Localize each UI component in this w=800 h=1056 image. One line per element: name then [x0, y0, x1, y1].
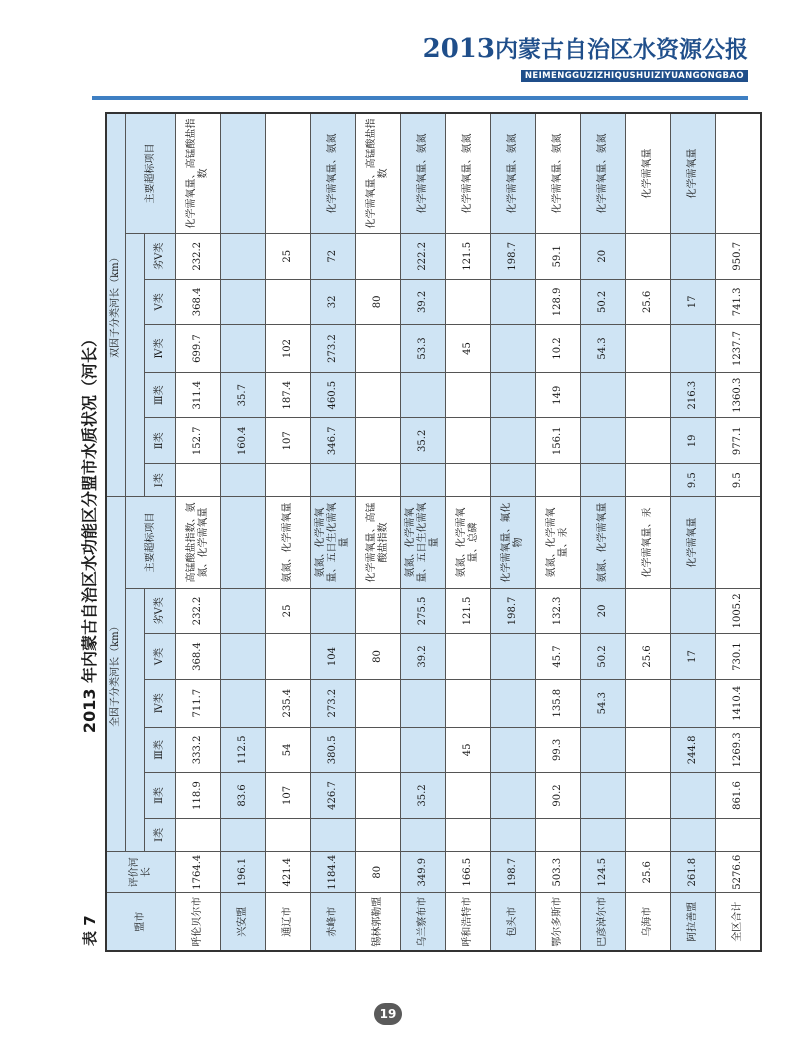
dual-factor-class-cell: 25.6 [626, 279, 671, 325]
all-factor-class-cell: 135.8 [536, 679, 581, 727]
table-row [221, 113, 266, 951]
all-factor-class-cell: 1410.4 [716, 679, 761, 727]
region-cell: 包头市 [491, 893, 536, 951]
all-factor-class-cell [356, 588, 401, 634]
region-cell: 乌兰察布市 [401, 893, 446, 951]
table-row [311, 113, 356, 951]
eval-length-cell: 198.7 [491, 851, 536, 892]
all-factor-class-cell: 35.2 [401, 773, 446, 819]
all-factor-exceed-cell: 氨氮、化学需氧量、汞 [536, 497, 581, 588]
region-cell: 通辽市 [266, 893, 311, 951]
table-row [716, 113, 761, 951]
table-row [356, 113, 401, 951]
dual-factor-class-cell: 187.4 [266, 372, 311, 418]
dual-factor-class-cell: 977.1 [716, 418, 761, 464]
all-factor-class-cell [626, 679, 671, 727]
dual-factor-class-cell: 9.5 [716, 464, 761, 497]
dual-factor-class-cell [671, 325, 716, 373]
all-factor-class-cell [401, 818, 446, 851]
all-factor-class-cell: 80 [356, 634, 401, 680]
dual-factor-class-cell [671, 233, 716, 279]
dual-factor-class-cell [536, 464, 581, 497]
table-row [671, 113, 716, 951]
all-factor-class-cell [356, 727, 401, 773]
region-cell: 呼伦贝尔市 [176, 893, 221, 951]
all-factor-class-cell: 54 [266, 727, 311, 773]
table-row [176, 113, 221, 951]
all-factor-class-cell [356, 679, 401, 727]
table-caption [75, 112, 105, 952]
dual-factor-exceed-cell: 化学需氧量、氨氮 [581, 113, 626, 233]
all-factor-class-cell: 235.4 [266, 679, 311, 727]
region-cell: 乌海市 [626, 893, 671, 951]
region-cell: 赤峰市 [311, 893, 356, 951]
all-factor-class-cell [581, 818, 626, 851]
dual-factor-class-cell: 232.2 [176, 233, 221, 279]
header-a-c3: Ⅲ类 [145, 727, 176, 773]
all-factor-class-cell [671, 588, 716, 634]
dual-factor-class-cell [356, 372, 401, 418]
all-factor-exceed-cell: 氨氮、化学需氧量 [266, 497, 311, 588]
header-eval: 评价河长 [106, 851, 176, 892]
header-b-exceed: 主要超标项目 [126, 113, 176, 233]
eval-length-cell: 25.6 [626, 851, 671, 892]
dual-factor-exceed-cell: 化学需氧量、氨氮 [311, 113, 356, 233]
dual-factor-exceed-cell: 化学需氧量、高锰酸盐指数 [356, 113, 401, 233]
dual-factor-class-cell [266, 464, 311, 497]
eval-length-cell: 80 [356, 851, 401, 892]
dual-factor-class-cell: 25 [266, 233, 311, 279]
all-factor-class-cell: 711.7 [176, 679, 221, 727]
dual-factor-class-cell: 39.2 [401, 279, 446, 325]
all-factor-class-cell [491, 773, 536, 819]
dual-factor-class-cell [446, 464, 491, 497]
dual-factor-class-cell: 222.2 [401, 233, 446, 279]
all-factor-class-cell [221, 679, 266, 727]
dual-factor-class-cell [626, 233, 671, 279]
dual-factor-exceed-cell: 化学需氧量、氨氮 [536, 113, 581, 233]
all-factor-class-cell: 90.2 [536, 773, 581, 819]
region-cell: 全区合计 [716, 893, 761, 951]
all-factor-exceed-cell [221, 497, 266, 588]
all-factor-class-cell: 132.3 [536, 588, 581, 634]
all-factor-class-cell: 368.4 [176, 634, 221, 680]
all-factor-class-cell [356, 773, 401, 819]
header-all-factor: 全因子分类河长（km） [106, 497, 126, 852]
dual-factor-class-cell: 32 [311, 279, 356, 325]
dual-factor-class-cell [626, 418, 671, 464]
dual-factor-class-cell: 149 [536, 372, 581, 418]
all-factor-class-cell [266, 634, 311, 680]
all-factor-class-cell [311, 588, 356, 634]
all-factor-class-cell: 83.6 [221, 773, 266, 819]
all-factor-class-cell: 104 [311, 634, 356, 680]
all-factor-class-cell [311, 818, 356, 851]
dual-factor-class-cell [581, 464, 626, 497]
dual-factor-class-cell: 152.7 [176, 418, 221, 464]
all-factor-class-cell [446, 818, 491, 851]
dual-factor-class-cell [446, 418, 491, 464]
dual-factor-exceed-cell [266, 113, 311, 233]
dual-factor-class-cell [221, 464, 266, 497]
all-factor-class-cell [356, 818, 401, 851]
dual-factor-class-cell [491, 372, 536, 418]
dual-factor-exceed-cell: 化学需氧量、氨氮 [491, 113, 536, 233]
header-a-c2: Ⅱ类 [145, 773, 176, 819]
region-cell: 鄂尔多斯市 [536, 893, 581, 951]
region-cell: 巴彦淖尔市 [581, 893, 626, 951]
publication-header [423, 36, 748, 82]
dual-factor-class-cell: 741.3 [716, 279, 761, 325]
all-factor-class-cell [671, 773, 716, 819]
eval-length-cell: 349.9 [401, 851, 446, 892]
dual-factor-class-cell: 50.2 [581, 279, 626, 325]
all-factor-class-cell [401, 679, 446, 727]
publication-title [423, 36, 748, 63]
dual-factor-class-cell: 216.3 [671, 372, 716, 418]
region-cell: 呼和浩特市 [446, 893, 491, 951]
dual-factor-class-cell [491, 464, 536, 497]
table-row [626, 113, 671, 951]
rotated-table-area [75, 112, 743, 952]
water-quality-table [105, 112, 762, 952]
page-number: 19 [374, 1003, 402, 1025]
dual-factor-class-cell [491, 325, 536, 373]
all-factor-class-cell: 50.2 [581, 634, 626, 680]
dual-factor-class-cell: 699.7 [176, 325, 221, 373]
eval-length-cell: 196.1 [221, 851, 266, 892]
dual-factor-class-cell: 156.1 [536, 418, 581, 464]
all-factor-class-cell [671, 818, 716, 851]
publication-year: 2013 [422, 34, 495, 64]
dual-factor-class-cell: 72 [311, 233, 356, 279]
all-factor-class-cell: 198.7 [491, 588, 536, 634]
header-b-c3: Ⅲ类 [145, 372, 176, 418]
dual-factor-class-cell [311, 464, 356, 497]
header-a-exceed: 主要超标项目 [126, 497, 176, 588]
eval-length-cell: 5276.6 [716, 851, 761, 892]
all-factor-class-cell: 25 [266, 588, 311, 634]
dual-factor-class-cell [356, 325, 401, 373]
dual-factor-class-cell [356, 418, 401, 464]
all-factor-class-cell [536, 818, 581, 851]
dual-factor-class-cell [446, 372, 491, 418]
all-factor-class-cell: 244.8 [671, 727, 716, 773]
all-factor-class-cell [581, 773, 626, 819]
eval-length-cell: 421.4 [266, 851, 311, 892]
all-factor-class-cell [671, 679, 716, 727]
all-factor-class-cell [626, 773, 671, 819]
all-factor-class-cell [716, 818, 761, 851]
all-factor-class-cell [491, 727, 536, 773]
all-factor-class-cell [626, 818, 671, 851]
all-factor-class-cell [491, 634, 536, 680]
publication-name: 内蒙古自治区水资源公报 [495, 36, 748, 63]
dual-factor-class-cell: 368.4 [176, 279, 221, 325]
all-factor-class-cell [176, 818, 221, 851]
dual-factor-class-cell: 107 [266, 418, 311, 464]
all-factor-exceed-cell: 化学需氧量 [671, 497, 716, 588]
header-a-c6: 劣Ⅴ类 [145, 588, 176, 634]
all-factor-class-cell [446, 679, 491, 727]
dual-factor-class-cell: 53.3 [401, 325, 446, 373]
dual-factor-class-cell: 1237.7 [716, 325, 761, 373]
dual-factor-exceed-cell [221, 113, 266, 233]
all-factor-exceed-cell: 化学需氧量、高锰酸盐指数 [356, 497, 401, 588]
dual-factor-class-cell [401, 464, 446, 497]
all-factor-class-cell [581, 727, 626, 773]
all-factor-exceed-cell: 氨氮、化学需氧量 [581, 497, 626, 588]
dual-factor-class-cell: 9.5 [671, 464, 716, 497]
all-factor-class-cell [221, 588, 266, 634]
all-factor-class-cell [626, 727, 671, 773]
all-factor-exceed-cell: 化学需氧量、汞 [626, 497, 671, 588]
all-factor-class-cell [626, 588, 671, 634]
all-factor-class-cell [221, 634, 266, 680]
dual-factor-class-cell: 54.3 [581, 325, 626, 373]
dual-factor-class-cell: 10.2 [536, 325, 581, 373]
table-title: 2013 年内蒙古自治区水功能区分盟市水质状况（河长） [80, 330, 99, 734]
all-factor-class-cell: 107 [266, 773, 311, 819]
table-row [581, 113, 626, 951]
all-factor-class-cell: 121.5 [446, 588, 491, 634]
dual-factor-class-cell: 45 [446, 325, 491, 373]
all-factor-class-cell [221, 818, 266, 851]
all-factor-exceed-cell: 氨氮、化学需氧量、五日生化需氧量 [311, 497, 356, 588]
all-factor-class-cell: 54.3 [581, 679, 626, 727]
table-body [176, 113, 761, 951]
dual-factor-class-cell [356, 464, 401, 497]
dual-factor-class-cell: 121.5 [446, 233, 491, 279]
header-b-c6: 劣Ⅴ类 [145, 233, 176, 279]
eval-length-cell: 261.8 [671, 851, 716, 892]
header-dual-factor: 双因子分类河长（km） [106, 113, 126, 497]
all-factor-class-cell: 333.2 [176, 727, 221, 773]
publication-pinyin: NEIMENGGUZIZHIQUSHUIZIYUANGONGBAO [521, 70, 748, 82]
all-factor-class-cell: 273.2 [311, 679, 356, 727]
eval-length-cell: 124.5 [581, 851, 626, 892]
all-factor-exceed-cell: 氨氮、化学需氧量、总磷 [446, 497, 491, 588]
all-factor-class-cell: 1269.3 [716, 727, 761, 773]
header-b-c2: Ⅱ类 [145, 418, 176, 464]
dual-factor-class-cell: 1360.3 [716, 372, 761, 418]
dual-factor-exceed-cell: 化学需氧量 [671, 113, 716, 233]
dual-factor-class-cell: 35.2 [401, 418, 446, 464]
table-number: 表 7 [81, 915, 99, 946]
dual-factor-class-cell: 20 [581, 233, 626, 279]
dual-factor-class-cell: 19 [671, 418, 716, 464]
dual-factor-class-cell [446, 279, 491, 325]
all-factor-class-cell: 25.6 [626, 634, 671, 680]
header-a-c5: Ⅴ类 [145, 634, 176, 680]
all-factor-class-cell: 39.2 [401, 634, 446, 680]
all-factor-class-cell: 118.9 [176, 773, 221, 819]
dual-factor-class-cell: 346.7 [311, 418, 356, 464]
table-row [401, 113, 446, 951]
all-factor-class-cell [491, 679, 536, 727]
dual-factor-class-cell [266, 279, 311, 325]
all-factor-class-cell: 45 [446, 727, 491, 773]
region-cell: 兴安盟 [221, 893, 266, 951]
eval-length-cell: 166.5 [446, 851, 491, 892]
all-factor-class-cell: 20 [581, 588, 626, 634]
all-factor-exceed-cell: 高锰酸盐指数、氨氮、化学需氧量 [176, 497, 221, 588]
all-factor-class-cell [401, 727, 446, 773]
dual-factor-class-cell [221, 325, 266, 373]
dual-factor-exceed-cell: 化学需氧量 [626, 113, 671, 233]
all-factor-class-cell: 275.5 [401, 588, 446, 634]
eval-length-cell: 1764.4 [176, 851, 221, 892]
dual-factor-class-cell: 17 [671, 279, 716, 325]
table-row [491, 113, 536, 951]
all-factor-class-cell: 45.7 [536, 634, 581, 680]
all-factor-class-cell: 17 [671, 634, 716, 680]
eval-length-cell: 1184.4 [311, 851, 356, 892]
all-factor-class-cell: 861.6 [716, 773, 761, 819]
dual-factor-class-cell [491, 418, 536, 464]
dual-factor-class-cell: 160.4 [221, 418, 266, 464]
header-b-c1: Ⅰ类 [145, 464, 176, 497]
all-factor-exceed-cell [716, 497, 761, 588]
dual-factor-exceed-cell: 化学需氧量、氨氮 [401, 113, 446, 233]
region-cell: 阿拉善盟 [671, 893, 716, 951]
all-factor-class-cell: 426.7 [311, 773, 356, 819]
table-row [536, 113, 581, 951]
dual-factor-class-cell: 128.9 [536, 279, 581, 325]
dual-factor-class-cell: 311.4 [176, 372, 221, 418]
dual-factor-class-cell: 950.7 [716, 233, 761, 279]
all-factor-class-cell: 1005.2 [716, 588, 761, 634]
all-factor-class-cell [266, 818, 311, 851]
header-b-c5: Ⅴ类 [145, 279, 176, 325]
eval-length-cell: 503.3 [536, 851, 581, 892]
dual-factor-class-cell: 80 [356, 279, 401, 325]
dual-factor-class-cell [626, 325, 671, 373]
all-factor-class-cell: 380.5 [311, 727, 356, 773]
header-rule [92, 96, 748, 100]
dual-factor-class-cell [176, 464, 221, 497]
dual-factor-class-cell: 198.7 [491, 233, 536, 279]
dual-factor-class-cell: 460.5 [311, 372, 356, 418]
dual-factor-class-cell [626, 372, 671, 418]
header-a-c4: Ⅳ类 [145, 679, 176, 727]
dual-factor-class-cell [356, 233, 401, 279]
all-factor-exceed-cell: 化学需氧量、氟化物 [491, 497, 536, 588]
all-factor-exceed-cell: 氨氮、化学需氧量、五日生化需氧量 [401, 497, 446, 588]
dual-factor-class-cell: 102 [266, 325, 311, 373]
all-factor-class-cell: 112.5 [221, 727, 266, 773]
header-b-c4: Ⅳ类 [145, 325, 176, 373]
all-factor-class-cell [446, 773, 491, 819]
dual-factor-exceed-cell: 化学需氧量、氨氮 [446, 113, 491, 233]
dual-factor-class-cell [626, 464, 671, 497]
all-factor-class-cell [491, 818, 536, 851]
dual-factor-class-cell [581, 418, 626, 464]
dual-factor-class-cell: 35.7 [221, 372, 266, 418]
dual-factor-class-cell [491, 279, 536, 325]
header-a-c1: Ⅰ类 [145, 818, 176, 851]
dual-factor-class-cell [221, 279, 266, 325]
table-row [446, 113, 491, 951]
dual-factor-class-cell: 59.1 [536, 233, 581, 279]
dual-factor-exceed-cell [716, 113, 761, 233]
header-region: 盟市 [106, 893, 176, 951]
region-cell: 锡林郭勒盟 [356, 893, 401, 951]
table-row [266, 113, 311, 951]
all-factor-class-cell: 232.2 [176, 588, 221, 634]
dual-factor-exceed-cell: 化学需氧量、高锰酸盐指数 [176, 113, 221, 233]
dual-factor-class-cell [581, 372, 626, 418]
all-factor-class-cell [446, 634, 491, 680]
dual-factor-class-cell [221, 233, 266, 279]
dual-factor-class-cell: 273.2 [311, 325, 356, 373]
dual-factor-class-cell [401, 372, 446, 418]
all-factor-class-cell: 730.1 [716, 634, 761, 680]
all-factor-class-cell: 99.3 [536, 727, 581, 773]
